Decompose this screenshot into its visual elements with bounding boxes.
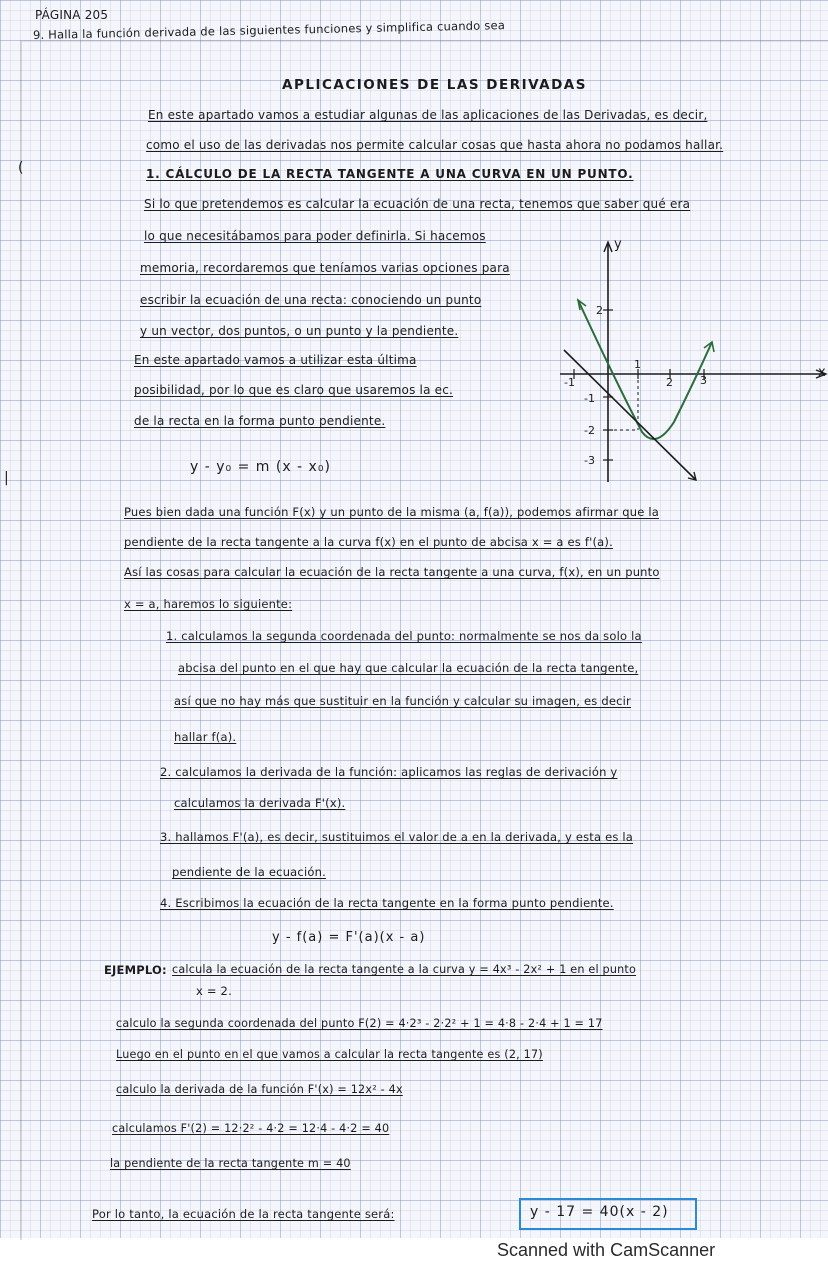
step-3-line-1: 3. hallamos F'(a), es decir, sustituimos el valor de a en la derivada, y esta es la: [160, 830, 634, 844]
intro-line-1: En este apartado vamos a estudiar algunas de las aplicaciones de las Derivadas, es decir,: [148, 108, 708, 122]
y-tick-label: -2: [584, 424, 595, 437]
x-tick-label: 1: [634, 358, 641, 371]
y-tick-label: -1: [584, 392, 595, 405]
example-label: EJEMPLO:: [104, 963, 167, 977]
section-title: APLICACIONES DE LAS DERIVADAS: [282, 77, 587, 93]
paragraph-1-line-4: escribir la ecuación de una recta: conociendo un punto: [140, 293, 482, 307]
example-line-2: Luego en el punto en el que vamos a calcular la recta tangente es (2, 17): [116, 1048, 543, 1061]
example-statement-2: x = 2.: [196, 984, 232, 998]
y-tick-label: 2: [596, 304, 603, 317]
paragraph-1-line-6: En este apartado vamos a utilizar esta última: [134, 353, 417, 367]
step-3-line-2: pendiente de la ecuación.: [172, 865, 326, 879]
step-1-line-4: hallar f(a).: [174, 730, 237, 744]
margin-tick: |: [4, 470, 9, 486]
paragraph-2-line-1: Pues bien dada una función F(x) y un punto de la misma (a, f(a)), podemos afirmar que la: [124, 505, 659, 519]
step-4-line-1: 4. Escribimos la ecuación de la recta tangente en la forma punto pendiente.: [160, 896, 614, 910]
example-line-5: la pendiente de la recta tangente m = 40: [110, 1157, 351, 1170]
example-line-1: calculo la segunda coordenada del punto F(2) = 4·2³ - 2·2² + 1 = 4·8 - 2·4 + 1 = 17: [116, 1017, 603, 1030]
point-slope-formula: y - y₀ = m (x - x₀): [190, 459, 331, 475]
step-2-line-2: calculamos la derivada F'(x).: [174, 796, 346, 810]
step-1-line-2: abcisa del punto en el que hay que calcular la ecuación de la recta tangente,: [178, 661, 639, 675]
margin-bracket: (: [18, 160, 24, 176]
parabola-curve: [578, 300, 712, 439]
exercise-statement: 9. Halla la función derivada de las siguientes funciones y simplifica cuando sea: [32, 18, 506, 42]
step-2-line-1: 2. calculamos la derivada de la función: aplicamos las reglas de derivación y: [160, 765, 618, 779]
paragraph-1-line-2: lo que necesitábamos para poder definirla. Si hacemos: [144, 229, 486, 243]
scan-watermark: Scanned with CamScanner: [497, 1240, 716, 1260]
step-1-line-3: así que no hay más que sustituir en la función y calcular su imagen, es decir: [174, 694, 631, 708]
x-tick-label: 3: [700, 374, 707, 387]
x-axis-label: x: [818, 365, 826, 380]
example-line-3: calculo la derivada de la función F'(x) = 12x² - 4x: [116, 1083, 403, 1096]
page-label: PÁGINA 205: [35, 8, 109, 22]
paragraph-2-line-3: Así las cosas para calcular la ecuación de la recta tangente a una curva, f(x), en un punto: [124, 565, 660, 579]
tangent-graph: [556, 232, 828, 487]
x-tick-label: -1: [564, 376, 575, 389]
paragraph-1-line-3: memoria, recordaremos que teníamos varias opciones para: [140, 261, 510, 275]
result-formula: y - 17 = 40(x - 2): [530, 1204, 669, 1220]
y-tick-label: -3: [584, 454, 595, 467]
paragraph-1-line-8: de la recta en la forma punto pendiente.: [134, 414, 386, 428]
step-1-line-1: 1. calculamos la segunda coordenada del punto: normalmente se nos da solo la: [166, 629, 642, 643]
conclusion-text: Por lo tanto, la ecuación de la recta tangente será:: [92, 1207, 395, 1221]
intro-line-2: como el uso de las derivadas nos permite calcular cosas que hasta ahora no podamos hallar.: [146, 138, 724, 152]
paragraph-1-line-7: posibilidad, por lo que es claro que usaremos la ec.: [134, 383, 454, 397]
subsection-title: 1. CÁLCULO DE LA RECTA TANGENTE A UNA CURVA EN UN PUNTO.: [146, 167, 634, 181]
tangent-formula: y - f(a) = F'(a)(x - a): [272, 930, 426, 945]
paragraph-1-line-1: Si lo que pretendemos es calcular la ecuación de una recta, tenemos que saber qué era: [144, 197, 691, 211]
example-line-4: calculamos F'(2) = 12·2² - 4·2 = 12·4 - 4·2 = 40: [112, 1122, 390, 1135]
paragraph-1-line-5: y un vector, dos puntos, o un punto y la pendiente.: [140, 324, 459, 338]
y-axis-label: y: [614, 237, 622, 252]
paragraph-2-line-2: pendiente de la recta tangente a la curva f(x) en el punto de abcisa x = a es f'(a).: [124, 535, 613, 549]
x-tick-label: 2: [666, 376, 673, 389]
example-statement: calcula la ecuación de la recta tangente a la curva y = 4x³ - 2x² + 1 en el punto: [172, 963, 637, 976]
paragraph-2-line-4: x = a, haremos lo siguiente:: [124, 597, 293, 611]
